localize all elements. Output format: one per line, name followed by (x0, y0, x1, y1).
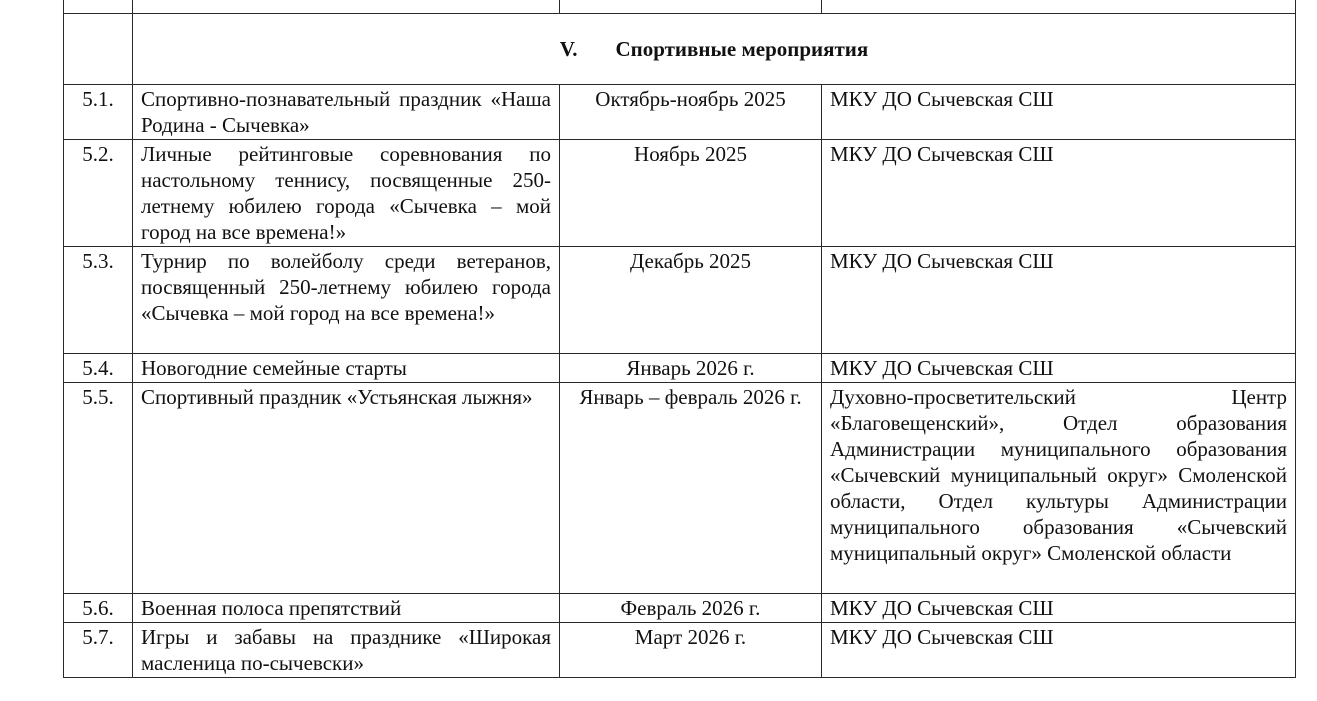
row-number: 5.7. (64, 623, 133, 678)
section-title-cell (133, 14, 1296, 85)
section-num-cell (64, 14, 133, 85)
table-row (64, 354, 1296, 383)
event-date: Декабрь 2025 (560, 247, 822, 354)
row-number: 5.5. (64, 383, 133, 594)
event-organizer: МКУ ДО Сычевская СШ (822, 594, 1296, 623)
table-row (64, 383, 1296, 594)
table-row (64, 594, 1296, 623)
event-date: Октябрь-ноябрь 2025 (560, 85, 822, 140)
event-date: Январь 2026 г. (560, 354, 822, 383)
event-name: Турнир по волейболу среди ветеранов, посвященный 250-летнему юбилею города «Сычевка – мой город на все времена!» (133, 247, 560, 354)
event-date: Февраль 2026 г. (560, 594, 822, 623)
section-number: V. (559, 37, 578, 61)
prev-name-cell (133, 0, 560, 14)
prev-date-cell (560, 0, 822, 14)
prev-num-cell (64, 0, 133, 14)
previous-section-row-fragment (64, 0, 1296, 14)
table-row (64, 247, 1296, 354)
section-header-row (64, 14, 1296, 85)
event-name: Новогодние семейные старты (133, 354, 560, 383)
event-organizer: МКУ ДО Сычевская СШ (822, 85, 1296, 140)
event-organizer: МКУ ДО Сычевская СШ (822, 140, 1296, 247)
row-number: 5.4. (64, 354, 133, 383)
events-table (63, 0, 1296, 678)
table-row (64, 623, 1296, 678)
event-name: Спортивно-познавательный праздник «Наша Родина - Сычевка» (133, 85, 560, 140)
event-organizer: МКУ ДО Сычевская СШ (822, 247, 1296, 354)
prev-org-text (830, 0, 1019, 1)
event-name: Спортивный праздник «Устьянская лыжня» (133, 383, 560, 594)
event-date: Ноябрь 2025 (560, 140, 822, 247)
table-row (64, 140, 1296, 247)
prev-org-cell (822, 0, 1296, 14)
row-number: 5.1. (64, 85, 133, 140)
section-title: Спортивные мероприятия (615, 37, 869, 61)
event-name: Военная полоса препятствий (133, 594, 560, 623)
event-date: Январь – февраль 2026 г. (560, 383, 822, 594)
event-name: Игры и забавы на празднике «Широкая масленица по-сычевски» (133, 623, 560, 678)
event-organizer: МКУ ДО Сычевская СШ (822, 354, 1296, 383)
table-row (64, 85, 1296, 140)
event-organizer: МКУ ДО Сычевская СШ (822, 623, 1296, 678)
event-organizer: Духовно-просветительский Центр «Благовещенский», Отдел образования Администрации муниципального образования «Сычевский муниципальный округ» Смоленской области, Отдел культуры Администрации муниципального образования «Сычевский муниципальный округ» Смоленской области (822, 383, 1296, 594)
event-date: Март 2026 г. (560, 623, 822, 678)
row-number: 5.6. (64, 594, 133, 623)
event-name: Личные рейтинговые соревнования по настольному теннису, посвященные 250-летнему юбилею города «Сычевка – мой город на все времена!» (133, 140, 560, 247)
row-number: 5.3. (64, 247, 133, 354)
row-number: 5.2. (64, 140, 133, 247)
